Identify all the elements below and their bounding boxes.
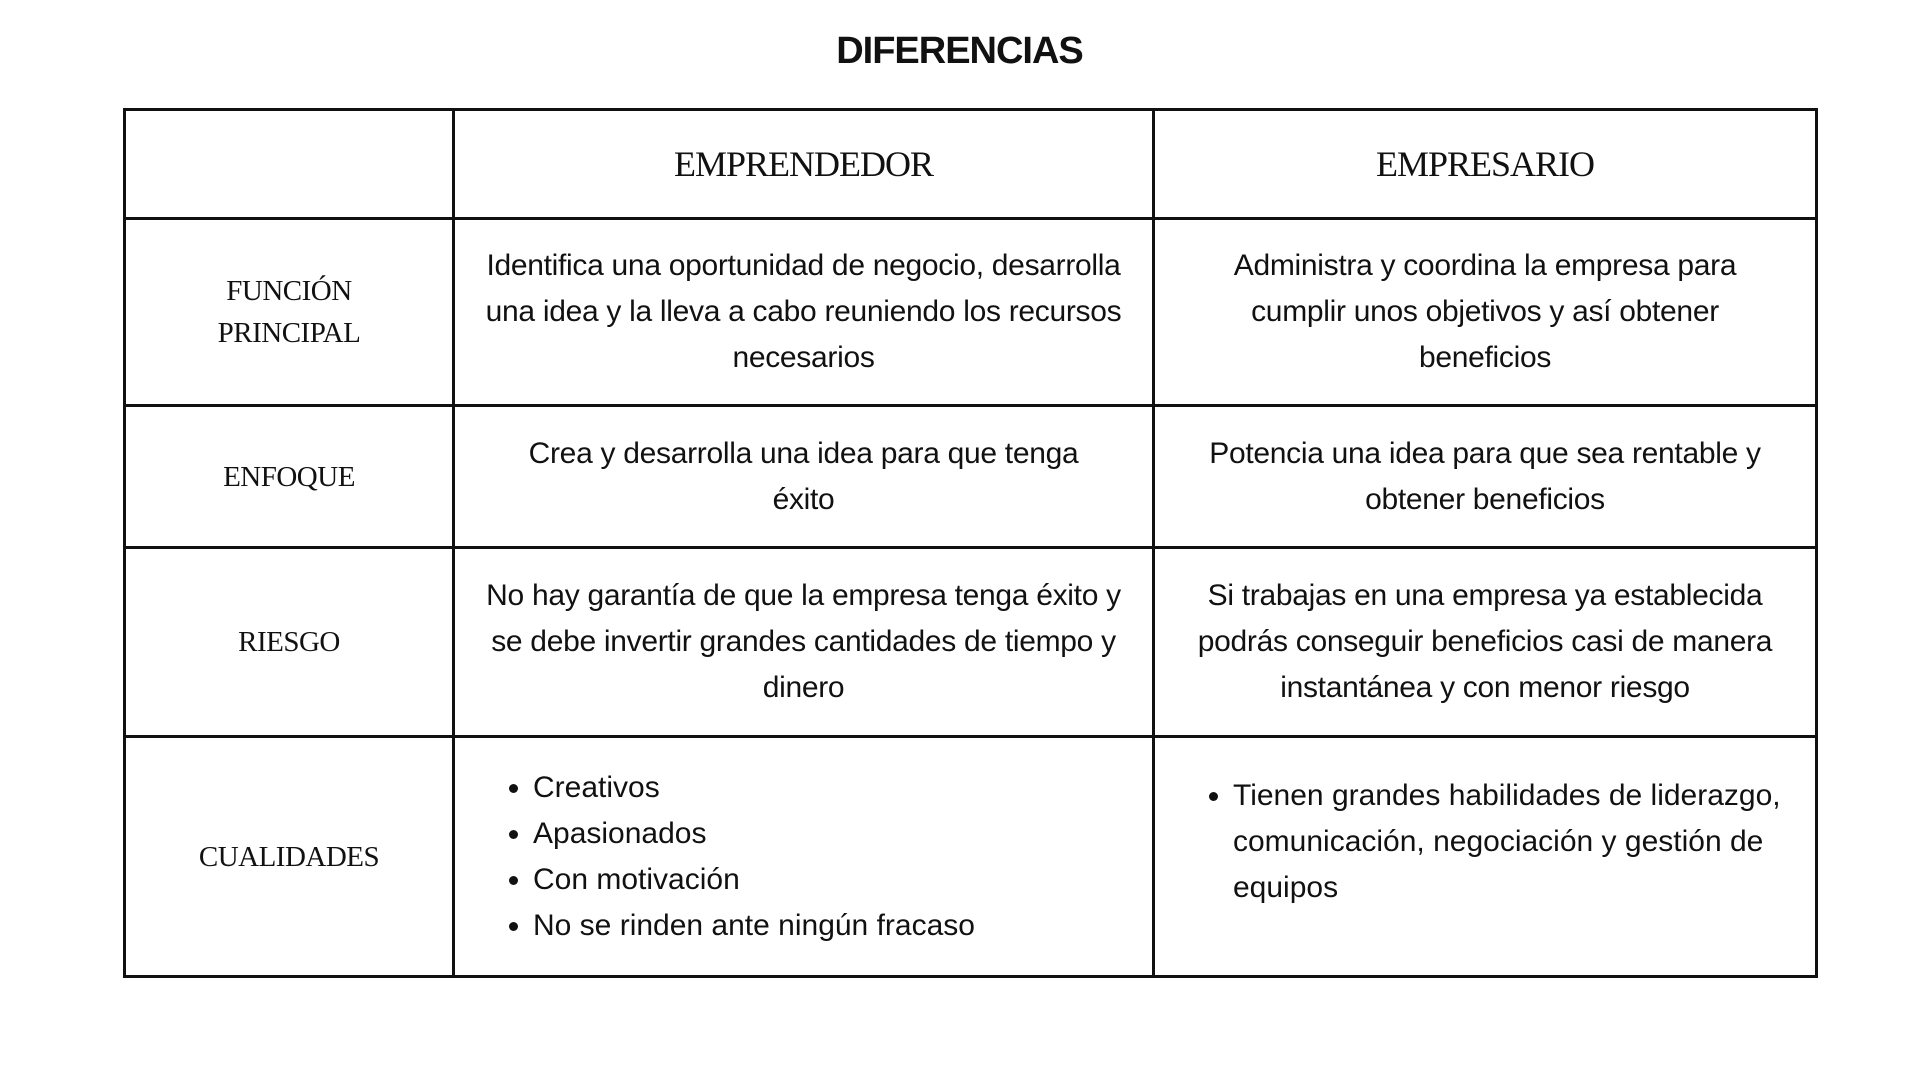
list-item: • Creativos [533,765,1130,811]
table-row [125,548,1817,737]
comparison-table [123,108,1818,978]
header-emprendedor: EMPRENDEDOR [454,110,1154,219]
list-item: • Con motivación [533,857,1130,903]
row-label: FUNCIÓN PRINCIPAL [125,219,454,406]
row-label: CUALIDADES [125,737,454,977]
cell-emprendedor: No hay garantía de que la empresa tenga éxito y se debe invertir grandes cantidades de tiempo y dinero [454,548,1154,737]
cell-empresario: Si trabajas en una empresa ya establecida podrás conseguir beneficios casi de manera instantánea y con menor riesgo [1154,548,1817,737]
table-row [125,406,1817,548]
table-row [125,737,1817,977]
header-empresario: EMPRESARIO [1154,110,1817,219]
qualities-list [495,765,1130,949]
list-item: • Apasionados [533,811,1130,857]
cell-emprendedor: Identifica una oportunidad de negocio, desarrolla una idea y la lleva a cabo reuniendo los recursos necesarios [454,219,1154,406]
list-item: • Tienen grandes habilidades de liderazgo, comunicación, negociación y gestión de equipos [1233,773,1785,911]
row-label: RIESGO [125,548,454,737]
cell-emprendedor: Crea y desarrolla una idea para que tenga éxito [454,406,1154,548]
cell-empresario: Potencia una idea para que sea rentable y obtener beneficios [1154,406,1817,548]
table-row [125,219,1817,406]
row-label: ENFOQUE [125,406,454,548]
header-row [125,110,1817,219]
cell-empresario [1154,737,1817,977]
cell-empresario: Administra y coordina la empresa para cumplir unos objetivos y así obtener beneficios [1154,219,1817,406]
qualities-list [1195,773,1785,911]
list-item: • No se rinden ante ningún fracaso [533,903,1130,949]
page-title: DIFERENCIAS [836,30,1083,72]
cell-emprendedor [454,737,1154,977]
header-empty [125,110,454,219]
